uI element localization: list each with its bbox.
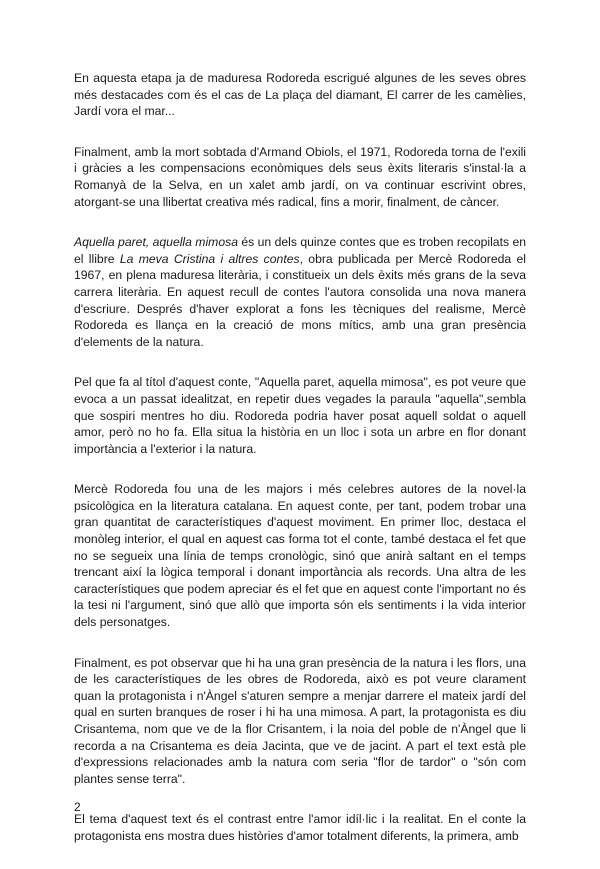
- paragraph-text: és un dels quinze contes que es troben recopilats en el llibre: [74, 235, 527, 266]
- paragraph-text: Finalment, es pot observar que hi ha una gran presència de la natura i les flors, una de les característiques de les obres de Rodoreda, això es pot veure clarament quan la protagonista i n'Àngel s'aturen sempre a menjar darrere el mateix jardí del qual en surten branques de roser i hi ha una mimosa. A part, la protagonista es diu Crisantema, nom que ve de la flor Crisantem, i la noia del poble de n'Àngel que li recorda a na Crisantema es deia Jacinta, que ve de jacint. A part el text està ple d'expressions relacionades amb la natura com seria "flor de tardor" o "són com plantes sense terra".: [74, 655, 526, 786]
- paragraph: [74, 811, 526, 844]
- paragraph-text: En aquesta etapa ja de maduresa Rodoreda escrigué algunes de les seves obres més destacades com és el cas de La plaça del diamant, El carrer de les camèlies, Jardí vora el mar...: [74, 71, 526, 119]
- paragraph: [74, 655, 526, 788]
- italic-title-text: Aquella paret, aquella mimosa: [74, 235, 238, 250]
- italic-title-text: La meva Cristina i altres contes: [119, 251, 300, 266]
- paragraph-text: Finalment, amb la mort sobtada d'Armand Obiols, el 1971, Rodoreda torna de l'exili i gràcies a les compensacions econòmiques dels seus èxits literaris s'instal·la a Romanyà de la Selva, en un xalet amb jardí, on va continuar escrivint obres, atorgant-se una llibertat creativa més radical, fins a morir, finalment, de càncer.: [74, 144, 526, 209]
- paragraph: [74, 481, 526, 630]
- document-body: [74, 70, 526, 869]
- paragraph: [74, 70, 526, 120]
- paragraph: [74, 144, 526, 210]
- paragraph-text: Mercè Rodoreda fou una de les majors i més celebres autores de la novel·la psicològica en la literatura catalana. En aquest conte, per tant, podem trobar una gran quantitat de característiques d'aquest moviment. En primer lloc, destaca el monòleg interior, el qual en aquest cas forma tot el conte, també destaca el fet que no se segueix una línia de temps cronològic, sinó que anirà saltant en el temps trencant així la lògica temporal i donant importància als records. Una altra de les característiques que podem apreciar és el fet que en aquest conte l'important no és la tesi ni l'argument, sinó que allò que importa són els sentiments i la vida interior dels personatges.: [74, 482, 526, 630]
- paragraph-text: , obra publicada per Mercè Rodoreda el 1967, en plena maduresa literària, i constitueix un dels èxits més grans de la seva carrera literària. En aquest recull de contes l'autora consolida una nova manera d'escriure. Després d'haver explorat a fons les tècniques del realisme, Mercè Rodoreda es llança en la creació de mons mítics, amb una gran presència d'elements de la natura.: [74, 251, 526, 349]
- paragraph: [74, 374, 526, 457]
- paragraph-text: El tema d'aquest text és el contrast entre l'amor idíl·lic i la realitat. En el conte la protagonista ens mostra dues històries d'amor totalment diferents, la primera, amb: [74, 812, 526, 843]
- page-number: 2: [74, 800, 81, 814]
- paragraph-text: Pel que fa al títol d'aquest conte, "Aquella paret, aquella mimosa", es pot veure que evoca a un passat idealitzat, en repetir dues vegades la paraula "aquella",sembla que sospiri mentres ho diu. Rodoreda podria haver posat aquell soldat o aquell amor, però no ho fa. Ella situa la història en un lloc i sota un arbre en flor donant importància a l'exterior i la natura.: [74, 375, 526, 456]
- paragraph: [74, 234, 526, 350]
